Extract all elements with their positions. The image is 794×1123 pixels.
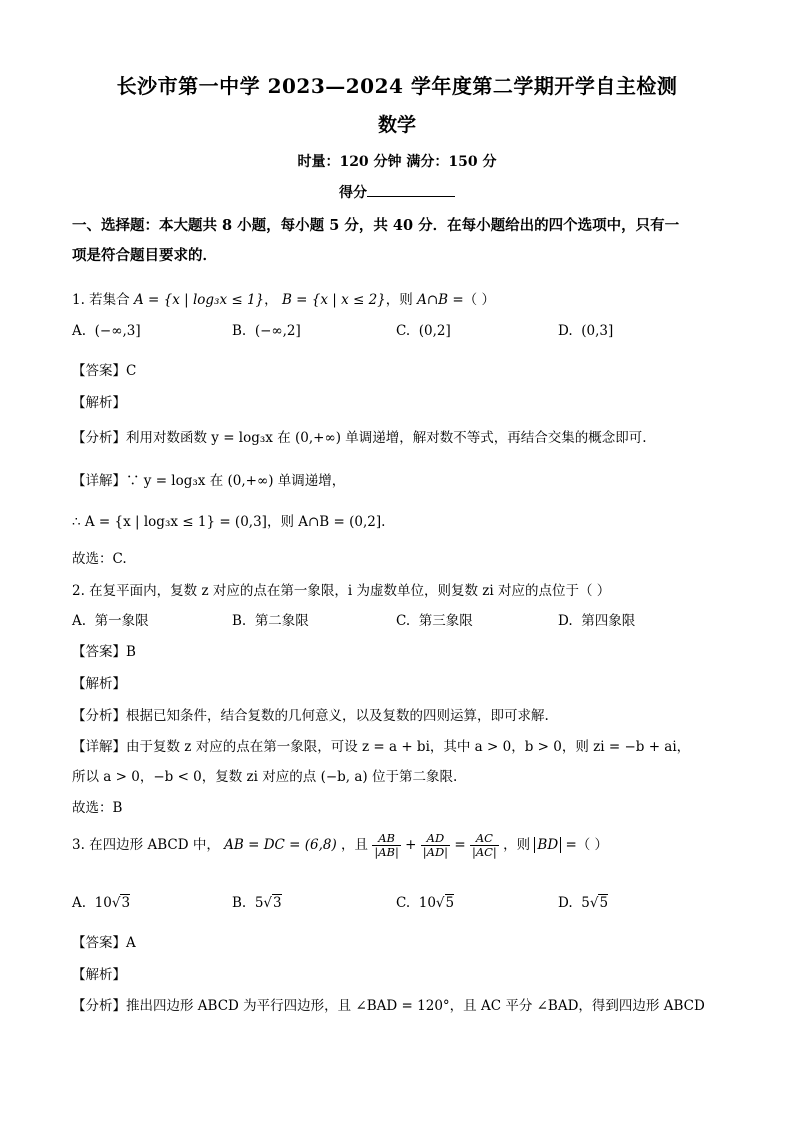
q1-option-a[interactable] [72, 323, 141, 339]
option-value: (0,2] [418, 323, 451, 339]
option-radicand: 5 [599, 895, 609, 911]
q3-option-d[interactable]: D. 5√5 [558, 895, 609, 911]
option-value: (−∞,3] [94, 323, 141, 339]
option-coefficient: 5 [581, 895, 590, 911]
q3-bd-magnitude: BD [534, 837, 561, 853]
section1-heading-line2: 项是符合题目要求的． [72, 247, 217, 264]
fenxi-tag: 【分析】 [72, 430, 126, 446]
q3-stem-prefix: 3. 在四边形 ABCD 中， [72, 837, 220, 853]
q2-fenxi [72, 704, 549, 724]
fenxi-tag: 【分析】 [72, 708, 126, 724]
fraction-numerator: AB [372, 832, 401, 846]
detail-text: 由于复数 z 对应的点在第一象限，可设 z = a + bi，其中 a > 0，b > 0，则 zi = −b + ai， [126, 739, 691, 755]
score-line [0, 182, 794, 202]
q3-stem [72, 832, 608, 859]
option-value: (0,3] [581, 323, 614, 339]
q3-fraction-ad [421, 832, 450, 859]
option-label: C. [396, 895, 411, 911]
option-value: 第三象限 [418, 613, 473, 629]
option-value: (−∞,2] [254, 323, 301, 339]
q1-answer [72, 359, 136, 379]
score-label: 得分 [339, 185, 367, 201]
q2-detail-line2: 所以 a > 0，−b < 0，复数 zi 对应的点 (−b, a) 位于第二象限. [72, 769, 458, 785]
q2-detail-line1 [72, 735, 690, 755]
detail-tag: 【详解】 [72, 473, 126, 489]
fraction-denominator: |AB| [374, 845, 399, 859]
q1-stem-prefix: 1. 若集合 [72, 292, 130, 308]
q1-equals: =（ ） [452, 292, 495, 308]
answer-value: C [126, 363, 137, 379]
fraction-numerator: AC [470, 832, 499, 846]
q1-choose: 故选：C. [72, 551, 127, 567]
detail-tag: 【详解】 [72, 739, 126, 755]
q2-stem: 2. 在复平面内，复数 z 对应的点在第一象限，i 为虚数单位，则复数 zi 对应的点位于（ ） [72, 583, 611, 599]
q1-detail-line1 [72, 469, 345, 489]
option-label: D. [558, 613, 573, 629]
detail-text: ∵ y = log₃x 在 (0,+∞) 单调递增， [126, 473, 346, 489]
score-blank [367, 184, 455, 197]
q3-option-b[interactable]: B. 5√3 [232, 895, 282, 911]
q1-option-d[interactable] [558, 323, 613, 339]
q1-stem-suffix: ，则 [385, 292, 413, 308]
answer-tag: 【答案】 [72, 935, 126, 951]
subject-title: 数学 [377, 114, 416, 136]
q2-option-c[interactable] [396, 609, 473, 629]
q3-stem-then: ，则 [503, 837, 531, 853]
q3-eq: = [454, 837, 466, 853]
q3-analysis-tag: 【解析】 [72, 967, 126, 983]
q1-set-b: B = {x | x ≤ 2} [281, 292, 386, 308]
option-label: D. [558, 323, 573, 339]
q1-option-c[interactable] [396, 323, 451, 339]
option-coefficient: 10 [418, 895, 436, 911]
option-label: A. [72, 323, 87, 339]
option-coefficient: 10 [94, 895, 112, 911]
q3-option-c[interactable]: C. 10√5 [396, 895, 455, 911]
fraction-numerator: AD [421, 832, 450, 846]
q3-answer [72, 931, 136, 951]
option-value: 第二象限 [254, 613, 309, 629]
option-label: B. [232, 323, 247, 339]
option-label: C. [396, 323, 411, 339]
fenxi-tag: 【分析】 [72, 998, 126, 1014]
q3-plus: + [405, 837, 417, 853]
q1-detail-line2: ∴ A = {x | log₃x ≤ 1} = (0,3]，则 A∩B = (0,2]. [72, 514, 386, 530]
q3-stem-mid: ，且 [341, 837, 369, 853]
q1-comma: ， [264, 292, 278, 308]
option-coefficient: 5 [254, 895, 264, 911]
q2-option-a[interactable] [72, 609, 149, 629]
answer-tag: 【答案】 [72, 363, 126, 379]
option-value: 第四象限 [581, 613, 636, 629]
q2-analysis-tag: 【解析】 [72, 676, 126, 692]
q2-option-d[interactable] [558, 609, 635, 629]
option-label: A. [72, 613, 87, 629]
q2-answer [72, 640, 136, 660]
q1-analysis-tag: 【解析】 [72, 395, 126, 411]
fraction-denominator: |AC| [471, 845, 497, 859]
q3-vector-equation: AB = DC = (6,8) [224, 837, 337, 853]
answer-tag: 【答案】 [72, 644, 126, 660]
page-title: 长沙市第一中学 2023—2024 学年度第二学期开学自主检测 [116, 74, 678, 98]
answer-value: B [126, 644, 136, 660]
fraction-denominator: |AD| [422, 845, 449, 859]
time-info: 时量：120 分钟 满分：150 分 [297, 154, 497, 170]
option-label: B. [232, 895, 247, 911]
option-radicand: 3 [273, 895, 282, 911]
answer-value: A [126, 935, 136, 951]
option-radicand: 3 [121, 895, 131, 911]
option-label: B. [232, 613, 247, 629]
option-label: A. [72, 895, 87, 911]
option-radicand: 5 [445, 895, 455, 911]
q3-fenxi [72, 994, 705, 1014]
q3-stem-end: =（ ） [565, 837, 609, 853]
option-value: 第一象限 [94, 613, 149, 629]
option-label: C. [396, 613, 411, 629]
q3-fraction-ab [372, 832, 401, 859]
q1-set-a: A = {x | log₃x ≤ 1} [133, 292, 265, 308]
q1-option-b[interactable] [232, 323, 301, 339]
q3-option-a[interactable]: A. 10√3 [72, 895, 131, 911]
q1-fenxi [72, 426, 647, 446]
q3-fraction-ac [470, 832, 499, 859]
section1-heading-line1: 一、选择题：本大题共 8 小题，每小题 5 分，共 40 分．在每小题给出的四个选项中，只有一 [72, 217, 680, 234]
q2-choose: 故选：B [72, 800, 123, 816]
q1-stem [72, 288, 495, 308]
q1-expr: A∩B [417, 292, 449, 308]
fenxi-text: 利用对数函数 y = log₃x 在 (0,+∞) 单调递增，解对数不等式，再结合交集的概念即可. [126, 430, 647, 446]
option-label: D. [558, 895, 573, 911]
q2-option-b[interactable] [232, 609, 309, 629]
fenxi-text: 根据已知条件，结合复数的几何意义，以及复数的四则运算，即可求解. [126, 708, 549, 724]
fenxi-text: 推出四边形 ABCD 为平行四边形，且 ∠BAD = 120°，且 AC 平分 ∠BAD，得到四边形 ABCD [126, 998, 705, 1014]
